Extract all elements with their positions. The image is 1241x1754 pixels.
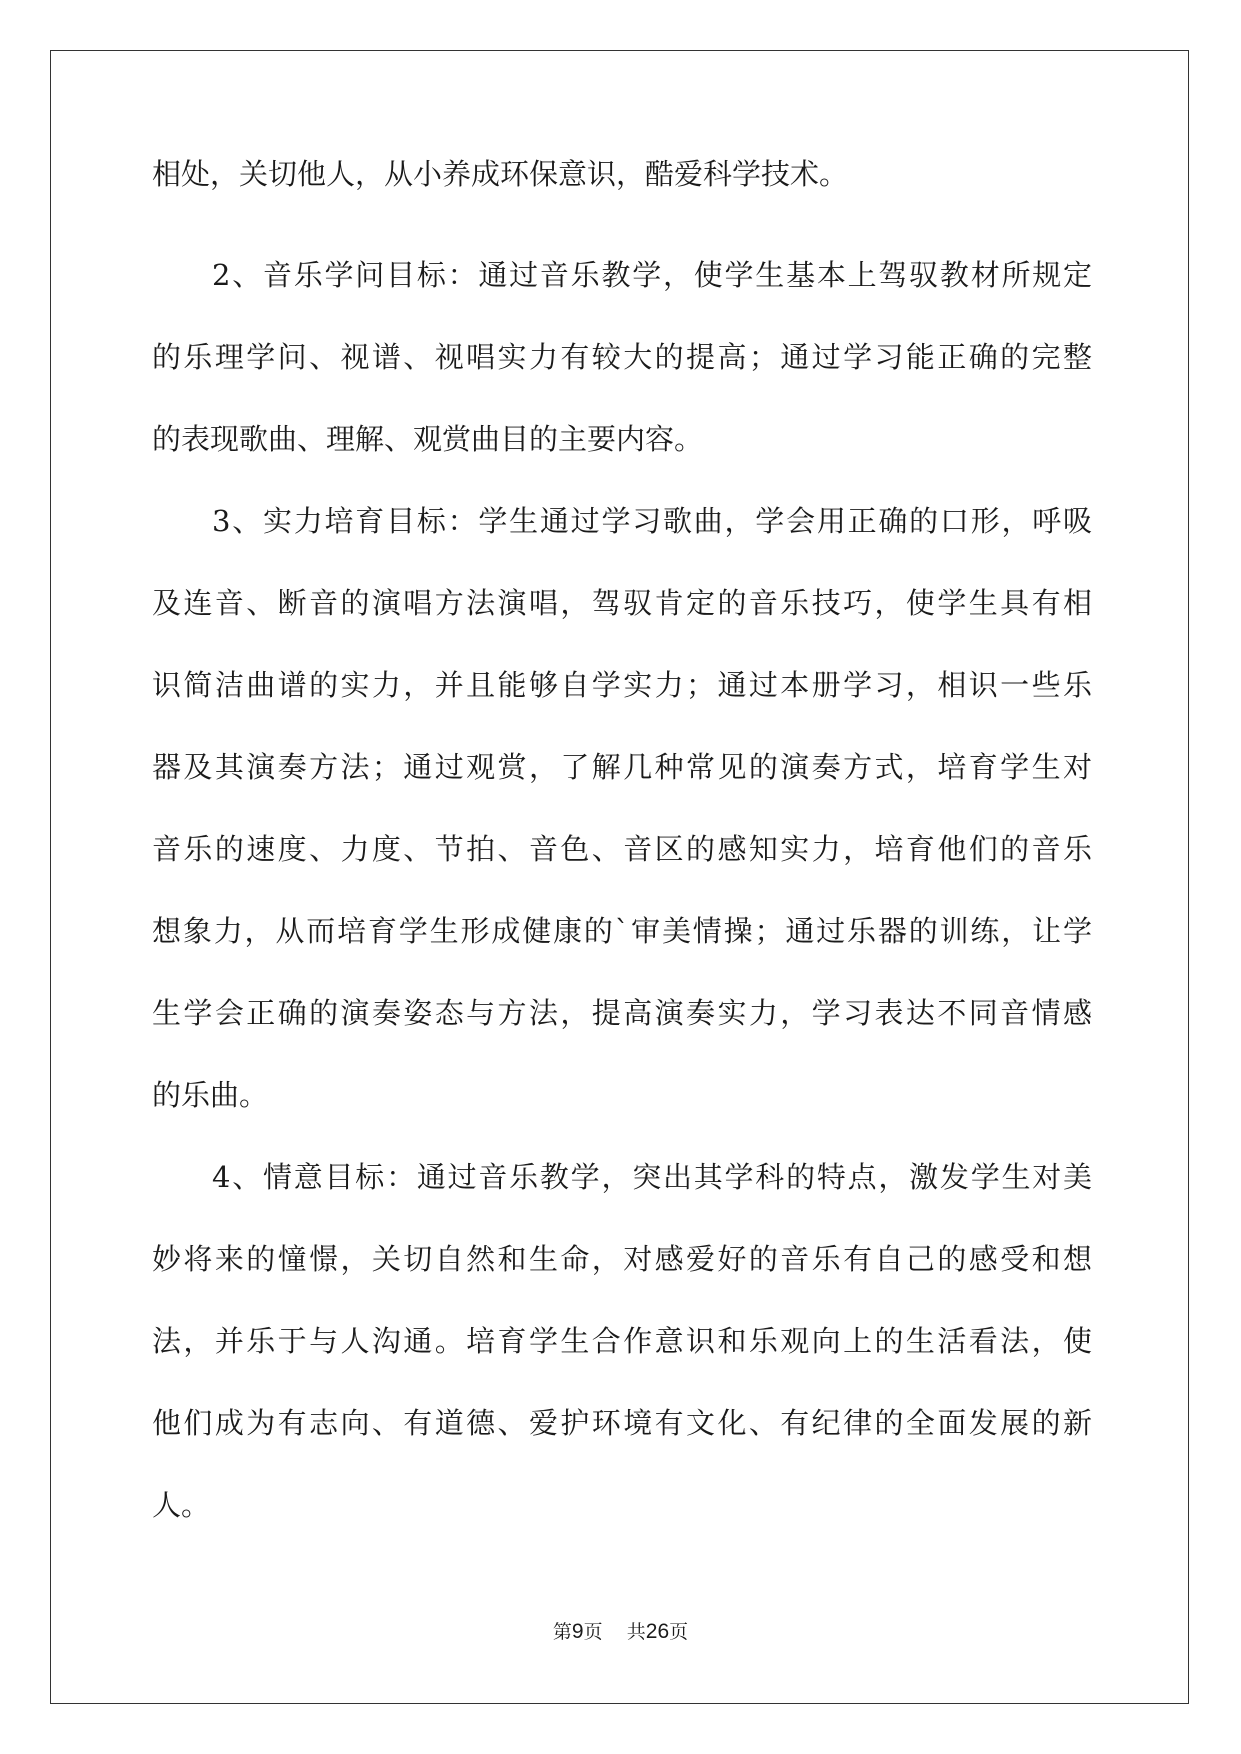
text-line: 2、音乐学问目标：通过音乐教学，使学生基本上驾驭教材所规定 (212, 258, 1092, 292)
total-pages: 26 (645, 1620, 670, 1643)
text-line: 识简洁曲谱的实力，并且能够自学实力；通过本册学习，相识一些乐 (152, 668, 1092, 702)
text-line: 法，并乐于与人沟通。培育学生合作意识和乐观向上的生活看法，使 (152, 1324, 1092, 1358)
document-body (152, 158, 1092, 1587)
text-line: 的乐理学问、视谱、视唱实力有较大的提高；通过学习能正确的完整 (152, 340, 1092, 374)
text-line: 音乐的速度、力度、节拍、音色、音区的感知实力，培育他们的音乐 (152, 832, 1092, 866)
page-footer (0, 1620, 1241, 1644)
text-line: 3、实力培育目标：学生通过学习歌曲，学会用正确的口形，呼吸 (212, 504, 1092, 538)
page-prefix: 第 (552, 1621, 572, 1643)
text-line: 人。 (152, 1488, 211, 1522)
text-line: 他们成为有志向、有道德、爱护环境有文化、有纪律的全面发展的新 (152, 1406, 1092, 1440)
total-prefix: 共 (626, 1621, 646, 1643)
page-number: 9 (571, 1620, 584, 1643)
text-line: 的表现歌曲、理解、观赏曲目的主要内容。 (152, 422, 704, 456)
text-line: 的乐曲。 (152, 1078, 269, 1112)
text-line: 想象力，从而培育学生形成健康的`审美情操；通过乐器的训练，让学 (152, 914, 1092, 948)
text-line: 及连音、断音的演唱方法演唱，驾驭肯定的音乐技巧，使学生具有相 (152, 586, 1092, 620)
total-unit: 页 (669, 1621, 689, 1643)
text-line: 生学会正确的演奏姿态与方法，提高演奏实力，学习表达不同音情感 (152, 996, 1092, 1030)
text-line: 4、情意目标：通过音乐教学，突出其学科的特点，激发学生对美 (212, 1160, 1092, 1194)
page-unit: 页 (583, 1621, 603, 1643)
text-line: 相处，关切他人，从小养成环保意识，酷爱科学技术。 (152, 157, 849, 191)
text-line: 器及其演奏方法；通过观赏，了解几种常见的演奏方式，培育学生对 (152, 750, 1092, 784)
text-line: 妙将来的憧憬，关切自然和生命，对感爱好的音乐有自己的感受和想 (152, 1242, 1092, 1276)
